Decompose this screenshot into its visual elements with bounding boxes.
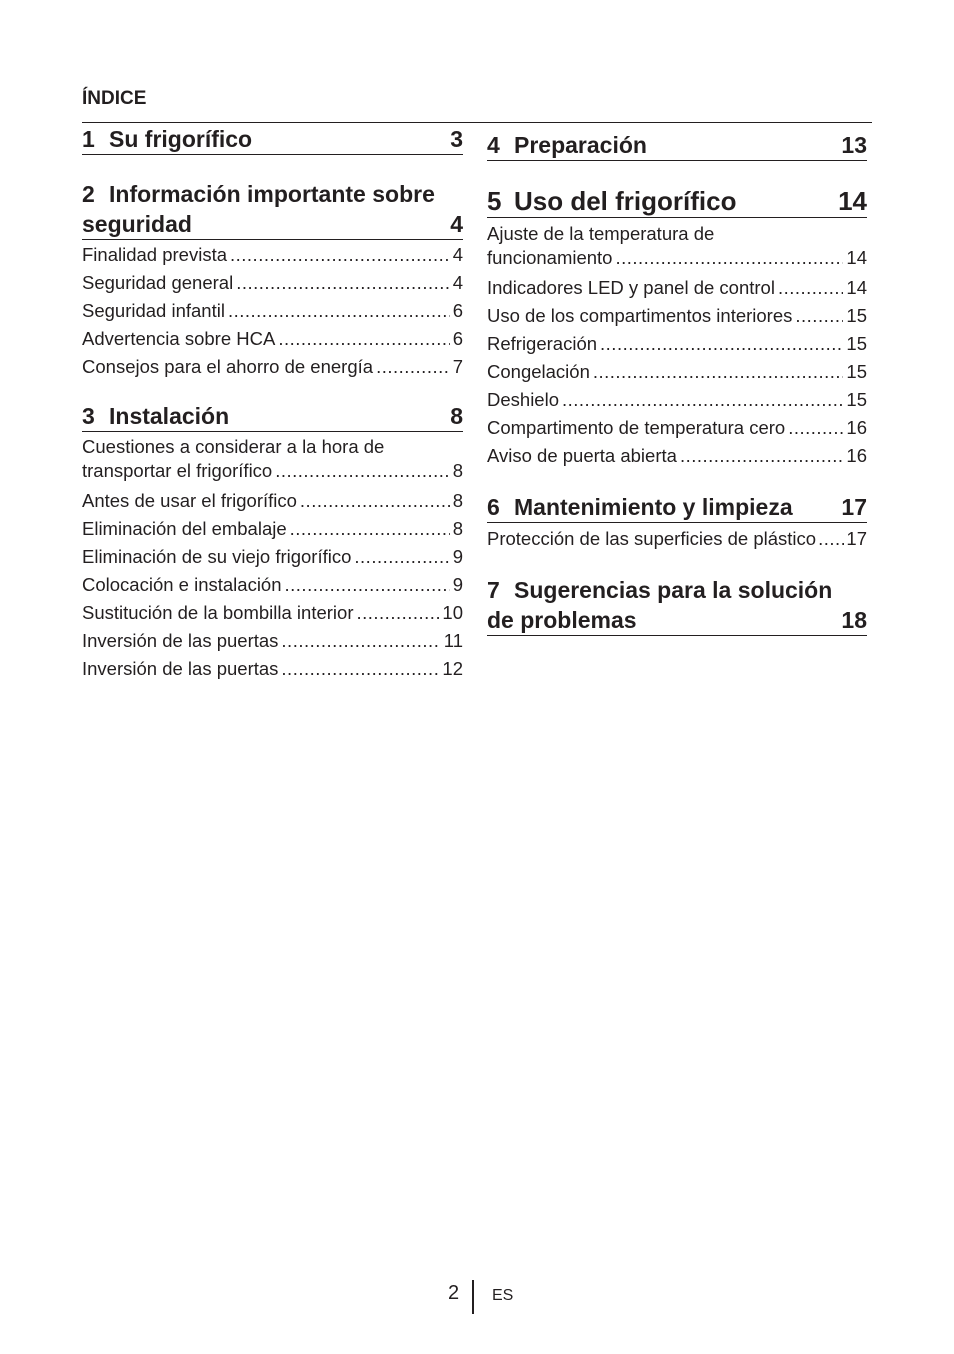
entry-page: 16 [846, 445, 867, 466]
entry-page: 15 [846, 389, 867, 410]
entry-page: 11 [443, 630, 463, 651]
leader-dots [281, 655, 439, 683]
entry-page: 9 [452, 546, 463, 567]
leader-dots [236, 269, 450, 297]
toc-entry-multiline[interactable] [82, 435, 463, 483]
page-number: 2 [448, 1282, 460, 1304]
leader-dots [228, 297, 450, 325]
section-number: 1 [82, 126, 95, 152]
entry-page: 7 [452, 356, 463, 377]
entry-page: 9 [452, 574, 463, 595]
entry-label-line1: Cuestiones a considerar a la hora de [82, 436, 385, 457]
leader-dots [354, 543, 449, 571]
toc-entry[interactable] [487, 302, 867, 330]
section-number: 7 [487, 577, 500, 603]
entry-page: 12 [442, 658, 463, 679]
entry-label: Refrigeración [487, 333, 598, 354]
index-title: ÍNDICE [82, 88, 147, 109]
entry-label: Inversión de las puertas [82, 658, 279, 679]
leader-dots [300, 487, 450, 515]
entry-label: Colocación e instalación [82, 574, 282, 595]
entry-page: 8 [452, 490, 463, 511]
leader-dots [278, 325, 449, 353]
section-title: Uso del frigorífico [514, 186, 737, 216]
toc-entry[interactable] [487, 330, 867, 358]
leader-dots [275, 459, 449, 483]
entry-page: 4 [452, 244, 463, 265]
section-title: Preparación [514, 132, 647, 158]
leader-dots [285, 571, 450, 599]
section-number: 4 [487, 132, 500, 158]
toc-entry[interactable] [82, 571, 463, 599]
section-title-line1: Información importante sobre [109, 181, 435, 207]
entry-label-line2: transportar el frigorífico [82, 460, 273, 481]
entry-label: Advertencia sobre HCA [82, 328, 276, 349]
toc-entry[interactable] [82, 599, 463, 627]
toc-entry[interactable] [487, 358, 867, 386]
leader-spacer [818, 525, 844, 553]
entry-label: Antes de usar el frigorífico [82, 490, 297, 511]
leader-dots [281, 627, 440, 655]
section-1-heading[interactable] [82, 124, 463, 155]
entry-page: 14 [846, 277, 867, 298]
toc-entry[interactable] [487, 525, 867, 553]
toc-entry[interactable] [487, 386, 867, 414]
section-number: 3 [82, 403, 95, 429]
entry-label: Eliminación de su viejo frigorífico [82, 546, 352, 567]
toc-entry[interactable] [82, 487, 463, 515]
section-title-line2: seguridad [82, 211, 192, 237]
leader-dots [356, 599, 439, 627]
entry-label: Finalidad prevista [82, 244, 227, 265]
entry-label-line1: Ajuste de la temperatura de [487, 223, 715, 244]
entry-label: Congelación [487, 361, 590, 382]
leader-dots [600, 330, 843, 358]
entry-page: 8 [452, 460, 463, 481]
entry-label: Consejos para el ahorro de energía [82, 356, 374, 377]
section-number: 5 [487, 186, 502, 216]
entry-page: 15 [846, 333, 867, 354]
entry-page: 17 [846, 528, 867, 549]
left-column [82, 124, 463, 683]
toc-entry[interactable] [82, 515, 463, 543]
toc-entry[interactable] [82, 269, 463, 297]
section-title: Instalación [109, 403, 230, 429]
section-page: 8 [450, 403, 463, 429]
section-page: 4 [450, 211, 463, 237]
entry-label: Protección de las superficies de plástico [487, 528, 817, 549]
entry-label: Seguridad general [82, 272, 234, 293]
leader-dots [778, 274, 843, 302]
entry-page: 4 [452, 272, 463, 293]
toc-entry[interactable] [82, 297, 463, 325]
entry-page: 15 [846, 361, 867, 382]
top-divider [82, 122, 872, 123]
entry-label: Seguridad infantil [82, 300, 225, 321]
leader-dots [795, 302, 843, 330]
leader-dots [615, 246, 843, 270]
leader-dots [788, 414, 843, 442]
entry-page: 6 [452, 328, 463, 349]
section-5-heading[interactable] [487, 185, 867, 218]
toc-entry[interactable] [487, 414, 867, 442]
toc-entry[interactable] [82, 627, 463, 655]
section-page: 18 [841, 607, 867, 633]
entry-label: Inversión de las puertas [82, 630, 279, 651]
leader-dots [680, 442, 843, 470]
toc-entry-multiline[interactable] [487, 222, 867, 270]
entry-page: 8 [452, 518, 463, 539]
leader-dots [376, 353, 450, 381]
leader-dots [290, 515, 450, 543]
section-6-heading[interactable] [487, 492, 867, 523]
toc-entry[interactable] [82, 325, 463, 353]
entry-page: 10 [442, 602, 463, 623]
entry-page: 6 [452, 300, 463, 321]
section-page: 17 [841, 494, 867, 520]
entry-label-line2: funcionamiento [487, 247, 613, 268]
toc-entry[interactable] [82, 353, 463, 381]
right-column [487, 124, 867, 636]
section-title: Su frigorífico [109, 126, 253, 152]
leader-dots [562, 386, 843, 414]
entry-label: Sustitución de la bombilla interior [82, 602, 354, 623]
entry-label: Eliminación del embalaje [82, 518, 287, 539]
leader-dots [593, 358, 844, 386]
section-4-heading[interactable] [487, 130, 867, 161]
section-page: 14 [838, 186, 867, 216]
section-page: 3 [450, 126, 463, 152]
toc-entry[interactable] [487, 442, 867, 470]
section-number: 2 [82, 181, 95, 207]
entry-label: Deshielo [487, 389, 559, 410]
toc-entry[interactable] [487, 274, 867, 302]
section-title-line2: de problemas [487, 607, 637, 633]
entry-page: 15 [846, 305, 867, 326]
entry-page: 14 [846, 247, 867, 268]
entry-page: 16 [846, 417, 867, 438]
section-3-heading[interactable] [82, 401, 463, 432]
section-7-heading[interactable] [487, 575, 867, 636]
toc-entry[interactable] [82, 241, 463, 269]
entry-label: Indicadores LED y panel de control [487, 277, 775, 298]
section-title-line1: Sugerencias para la solución [514, 577, 833, 603]
section-number: 6 [487, 494, 500, 520]
toc-entry[interactable] [82, 655, 463, 683]
entry-label: Compartimento de temperatura cero [487, 417, 786, 438]
section-2-heading[interactable] [82, 179, 463, 240]
entry-label: Uso de los compartimentos interiores [487, 305, 793, 326]
leader-dots [230, 241, 450, 269]
entry-label: Aviso de puerta abierta [487, 445, 677, 466]
language-code: ES [492, 1287, 514, 1304]
section-page: 13 [841, 132, 867, 158]
toc-entry[interactable] [82, 543, 463, 571]
footer-divider [472, 1280, 474, 1314]
section-title: Mantenimiento y limpieza [514, 494, 793, 520]
